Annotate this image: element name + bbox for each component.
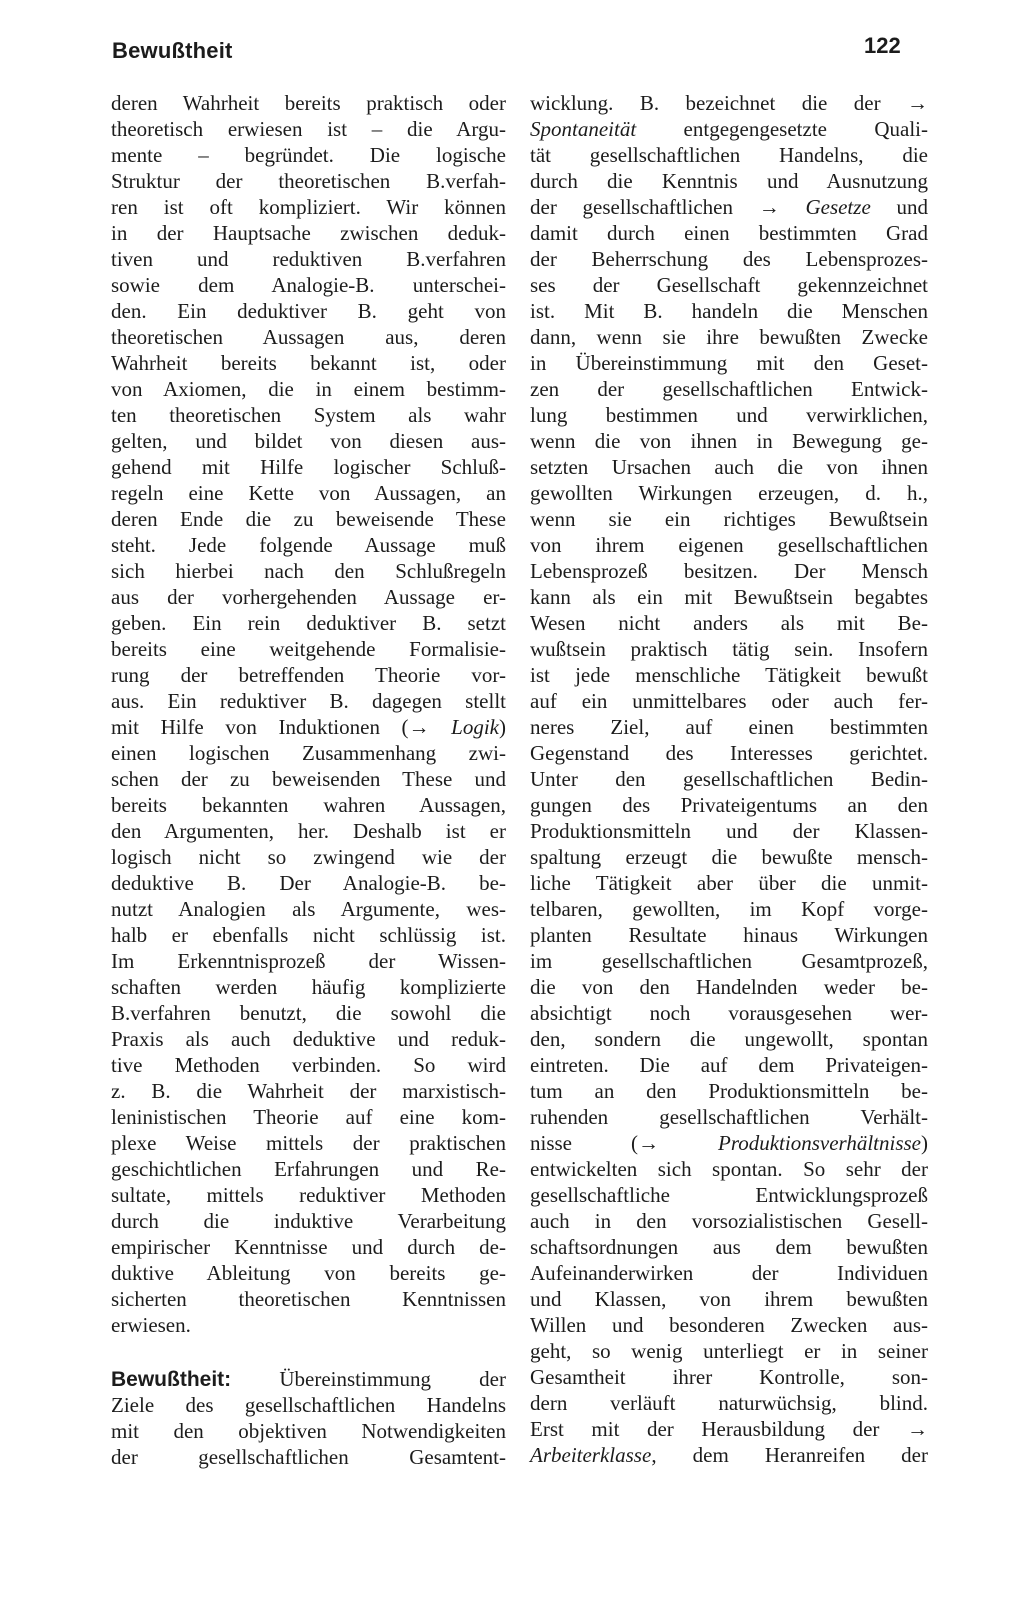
text-line: mente – begründet. Die logische bbox=[111, 143, 506, 167]
arrow-icon: → bbox=[758, 195, 780, 219]
text-line: Wesen nicht anders als mit Be- bbox=[530, 611, 928, 635]
text-line: Struktur der theoretischen B.verfah- bbox=[111, 169, 506, 193]
cross-reference-gesetze[interactable]: Gesetze bbox=[805, 195, 871, 219]
text-line: erwiesen. bbox=[111, 1313, 191, 1337]
text-line-with-reference bbox=[111, 714, 506, 740]
text-line: gungen des Privateigentums an den bbox=[530, 793, 928, 817]
text-line: empirischer Kenntnisse und durch de- bbox=[111, 1235, 506, 1259]
text-line: spaltung erzeugt die bewußte mensch- bbox=[530, 845, 928, 869]
text-line-with-reference bbox=[530, 1442, 928, 1468]
text-line: sowie dem Analogie-B. unterschei- bbox=[111, 273, 506, 297]
text-line: Lebensprozeß besitzen. Der Mensch bbox=[530, 559, 928, 583]
text-line: einen logischen Zusammenhang zwi- bbox=[111, 741, 506, 765]
cross-reference-logik[interactable]: Logik bbox=[451, 715, 499, 739]
text-line: kann als ein mit Bewußtsein begabtes bbox=[530, 585, 928, 609]
text-line: den. Ein deduktiver B. geht von bbox=[111, 299, 506, 323]
text-line: Ziele des gesellschaftlichen Handelns bbox=[111, 1393, 506, 1417]
text-line: auch in den vorsozialistischen Gesell- bbox=[530, 1209, 928, 1233]
text-line: tive Methoden verbinden. So wird bbox=[111, 1053, 506, 1077]
text-line: setzten Ursachen auch die von ihnen bbox=[530, 455, 928, 479]
text-line: wußtsein praktisch tätig sein. Insofern bbox=[530, 637, 928, 661]
text-line: gelten, und bildet von diesen aus- bbox=[111, 429, 506, 453]
text-line-with-reference bbox=[530, 1130, 928, 1156]
entry-spacer bbox=[111, 1338, 506, 1366]
text-line: in Übereinstimmung mit den Geset- bbox=[530, 351, 928, 375]
text-line: in der Hauptsache zwischen deduk- bbox=[111, 221, 506, 245]
page-number: 122 bbox=[864, 33, 901, 58]
text-line: durch die Kenntnis und Ausnutzung bbox=[530, 169, 928, 193]
text-line: Praxis als auch deduktive und reduk- bbox=[111, 1027, 506, 1051]
arrow-icon: → bbox=[907, 1417, 928, 1441]
text-line: bereits eine weitgehende Formalisie- bbox=[111, 637, 506, 661]
text-line-with-reference bbox=[530, 194, 928, 220]
text-line: geschichtlichen Erfahrungen und Re- bbox=[111, 1157, 506, 1181]
text-fragment: Erst mit der Herausbildung der bbox=[530, 1417, 880, 1441]
text-fragment: entgegengesetzte Quali- bbox=[636, 117, 928, 141]
text-line: planten Resultate hinaus Wirkungen bbox=[530, 923, 928, 947]
text-line: ses der Gesellschaft gekennzeichnet bbox=[530, 273, 928, 297]
text-fragment: wicklung. B. bezeichnet die der bbox=[530, 91, 881, 115]
text-line: Gesamtheit ihrer Kontrolle, son- bbox=[530, 1365, 928, 1389]
text-line: ten theoretischen System als wahr bbox=[111, 403, 506, 427]
text-line: bereits bekannten wahren Aussagen, bbox=[111, 793, 506, 817]
text-line: Produktionsmitteln und der Klassen- bbox=[530, 819, 928, 843]
text-line: schaften werden häufig komplizierte bbox=[111, 975, 506, 999]
text-line: ist jede menschliche Tätigkeit bewußt bbox=[530, 663, 928, 687]
text-line: wenn sie ein richtiges Bewußtsein bbox=[530, 507, 928, 531]
text-line: dann, wenn sie ihre bewußten Zwecke bbox=[530, 325, 928, 349]
text-line: liche Tätigkeit aber über die unmit- bbox=[530, 871, 928, 895]
text-line: deduktive B. Der Analogie-B. be- bbox=[111, 871, 506, 895]
text-line: halb er ebenfalls nicht schlüssig ist. bbox=[111, 923, 506, 947]
text-line: aus der vorhergehenden Aussage er- bbox=[111, 585, 506, 609]
text-line: der gesellschaftlichen Gesamtent- bbox=[111, 1445, 506, 1469]
text-line: geht, so wenig unterliegt er in seiner bbox=[530, 1339, 928, 1363]
text-line: tät gesellschaftlichen Handelns, die bbox=[530, 143, 928, 167]
text-line: den, sondern die ungewollt, spontan bbox=[530, 1027, 928, 1051]
text-line: leninistischen Theorie auf eine kom- bbox=[111, 1105, 506, 1129]
text-line: Unter den gesellschaftlichen Bedin- bbox=[530, 767, 928, 791]
text-line: schen der zu beweisenden These und bbox=[111, 767, 506, 791]
entry-first-line bbox=[111, 1366, 506, 1392]
text-line: gewollten Wirkungen erzeugen, d. h., bbox=[530, 481, 928, 505]
text-line: tiven und reduktiven B.verfahren bbox=[111, 247, 506, 271]
text-line: Wahrheit bereits bekannt ist, oder bbox=[111, 351, 506, 375]
text-line: und Klassen, von ihrem bewußten bbox=[530, 1287, 928, 1311]
text-line: schaftsordnungen aus dem bewußten bbox=[530, 1235, 928, 1259]
text-line: sicherten theoretischen Kenntnissen bbox=[111, 1287, 506, 1311]
text-line: ruhenden gesellschaftlichen Verhält- bbox=[530, 1105, 928, 1129]
cross-reference-produktionsverhaeltnisse[interactable]: Produktionsverhältnisse bbox=[718, 1131, 921, 1155]
arrow-icon: → bbox=[907, 91, 929, 115]
left-column bbox=[111, 90, 506, 1470]
text-line: plexe Weise mittels der praktischen bbox=[111, 1131, 506, 1155]
text-line-with-reference bbox=[530, 90, 928, 116]
text-line: Gegenstand des Interesses gerichtet. bbox=[530, 741, 928, 765]
text-line: durch die induktive Verarbeitung bbox=[111, 1209, 506, 1233]
text-line: entwickelten sich spontan. So sehr der bbox=[530, 1157, 928, 1181]
text-line-with-reference bbox=[530, 116, 928, 142]
text-line: auf ein unmittelbares oder auch fer- bbox=[530, 689, 928, 713]
text-line: von ihrem eigenen gesellschaftlichen bbox=[530, 533, 928, 557]
cross-reference-arbeiterklasse[interactable]: Arbeiterklasse bbox=[530, 1443, 652, 1467]
text-line: neres Ziel, auf einen bestimmten bbox=[530, 715, 928, 739]
text-line: sultate, mittels reduktiver Methoden bbox=[111, 1183, 506, 1207]
text-fragment: nisse ( bbox=[530, 1131, 638, 1155]
text-line: mit den objektiven Notwendigkeiten bbox=[111, 1419, 506, 1443]
text-line: von Axiomen, die in einem bestimm- bbox=[111, 377, 506, 401]
text-line: deren Wahrheit bereits praktisch oder bbox=[111, 91, 506, 115]
text-line: Willen und besonderen Zwecken aus- bbox=[530, 1313, 928, 1337]
text-fragment: ) bbox=[499, 715, 506, 739]
text-fragment: und bbox=[870, 195, 928, 219]
text-fragment: ) bbox=[921, 1131, 928, 1155]
text-line: wenn die von ihnen in Bewegung ge- bbox=[530, 429, 928, 453]
text-line: eintreten. Die auf dem Privateigen- bbox=[530, 1053, 928, 1077]
text-line: tum an den Produktionsmitteln be- bbox=[530, 1079, 928, 1103]
text-line: rung der betreffenden Theorie vor- bbox=[111, 663, 506, 687]
text-line: aus. Ein reduktiver B. dagegen stellt bbox=[111, 689, 506, 713]
text-line: ren ist oft kompliziert. Wir können bbox=[111, 195, 506, 219]
text-line: Im Erkenntnisprozeß der Wissen- bbox=[111, 949, 506, 973]
text-line: telbaren, gewollten, im Kopf vorge- bbox=[530, 897, 928, 921]
text-line-with-reference bbox=[530, 1416, 928, 1442]
text-line: dern verläuft naturwüchsig, blind. bbox=[530, 1391, 928, 1415]
text-line: duktive Ableitung von bereits ge- bbox=[111, 1261, 506, 1285]
text-line: nutzt Analogien als Argumente, wes- bbox=[111, 897, 506, 921]
text-line: B.verfahren benutzt, die sowohl die bbox=[111, 1001, 506, 1025]
arrow-icon: → bbox=[408, 715, 430, 739]
text-fragment: , dem Heranreifen der bbox=[651, 1443, 928, 1467]
text-line: die von den Handelnden weder be- bbox=[530, 975, 928, 999]
text-line: deren Ende die zu beweisende These bbox=[111, 507, 506, 531]
text-fragment: mit Hilfe von Induktionen ( bbox=[111, 715, 409, 739]
text-line: damit durch einen bestimmten Grad bbox=[530, 221, 928, 245]
text-line: theoretisch erwiesen ist – die Argu- bbox=[111, 117, 506, 141]
text-line: ist. Mit B. handeln die Menschen bbox=[530, 299, 928, 323]
text-line: gesellschaftliche Entwicklungsprozeß bbox=[530, 1183, 928, 1207]
text-line: den Argumenten, her. Deshalb ist er bbox=[111, 819, 506, 843]
text-line: geben. Ein rein deduktiver B. setzt bbox=[111, 611, 506, 635]
text-fragment: der gesellschaftlichen bbox=[530, 195, 733, 219]
text-line: Aufeinanderwirken der Individuen bbox=[530, 1261, 928, 1285]
text-line: im gesellschaftlichen Gesamtprozeß, bbox=[530, 949, 928, 973]
text-line: lung bestimmen und verwirklichen, bbox=[530, 403, 928, 427]
text-line: sich hierbei nach den Schlußregeln bbox=[111, 559, 506, 583]
text-line: absichtigt noch vorausgesehen wer- bbox=[530, 1001, 928, 1025]
text-line: der Beherrschung des Lebensprozes- bbox=[530, 247, 928, 271]
text-fragment: Übereinstimmung der bbox=[231, 1367, 506, 1391]
text-line: regeln eine Kette von Aussagen, an bbox=[111, 481, 506, 505]
cross-reference-spontaneitaet[interactable]: Spontaneität bbox=[530, 117, 637, 141]
running-head: Bewußtheit bbox=[112, 38, 233, 63]
text-line: logisch nicht so zwingend wie der bbox=[111, 845, 506, 869]
text-line: steht. Jede folgende Aussage muß bbox=[111, 533, 506, 557]
arrow-icon: → bbox=[638, 1131, 659, 1155]
right-column bbox=[530, 90, 928, 1468]
text-line: z. B. die Wahrheit der marxistisch- bbox=[111, 1079, 506, 1103]
text-line: zen der gesellschaftlichen Entwick- bbox=[530, 377, 928, 401]
text-line: theoretischen Aussagen aus, deren bbox=[111, 325, 506, 349]
text-line: gehend mit Hilfe logischer Schluß- bbox=[111, 455, 506, 479]
entry-headword: Bewußtheit: bbox=[111, 1368, 232, 1391]
